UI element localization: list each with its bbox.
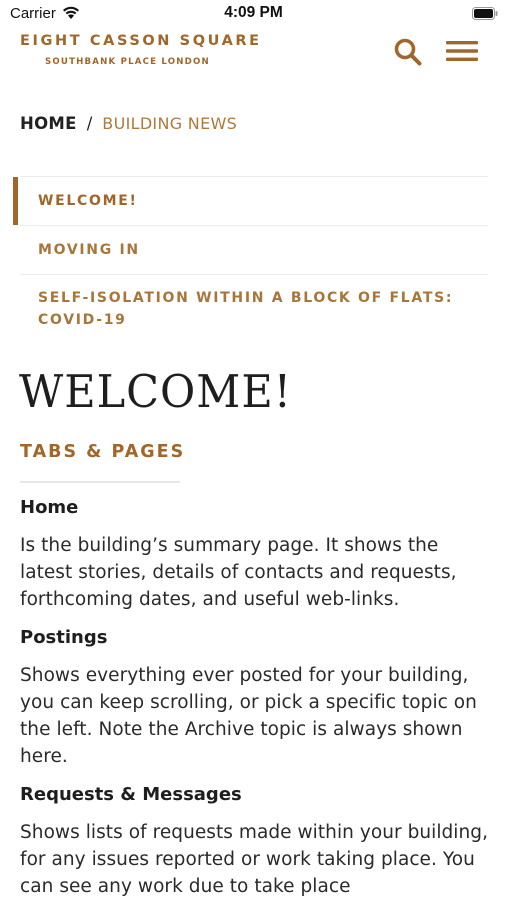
section-divider (20, 481, 180, 483)
topic-nav (20, 176, 488, 346)
page-title: WELCOME! (19, 366, 292, 419)
topic-item-moving-in[interactable]: MOVING IN (20, 226, 488, 275)
topic-item-self-isolation[interactable]: SELF-ISOLATION WITHIN A BLOCK OF FLATS: COVID-19 (38, 290, 454, 328)
clock-time: 4:09 PM (224, 4, 283, 21)
breadcrumb-current: BUILDING NEWS (102, 114, 238, 133)
breadcrumb (20, 114, 237, 133)
section-heading-requests: Requests & Messages (20, 784, 242, 805)
brand-title[interactable]: EIGHT CASSON SQUARE (20, 33, 262, 49)
hamburger-menu-icon[interactable] (446, 40, 478, 62)
topic-item-welcome[interactable]: WELCOME! (20, 177, 488, 226)
section-heading-home: Home (20, 497, 79, 518)
section-body-postings: Shows everything ever posted for your building, you can keep scrolling, or pick a specific topic on the left. Note the Archive topic is always shown here. (20, 665, 477, 767)
section-heading-postings: Postings (20, 627, 108, 648)
section-title: TABS & PAGES (20, 442, 186, 462)
breadcrumb-home-link[interactable]: HOME (20, 114, 77, 133)
battery-icon (472, 7, 498, 20)
brand-subtitle: SOUTHBANK PLACE LONDON (45, 57, 210, 67)
search-icon[interactable] (393, 37, 423, 67)
carrier-label: Carrier (10, 5, 56, 22)
section-body-home: Is the building’s summary page. It shows the latest stories, details of contacts and requests, forthcoming dates, and useful web-links. (20, 535, 457, 610)
breadcrumb-separator: / (86, 114, 93, 133)
article-content (20, 496, 490, 913)
status-bar (0, 0, 507, 28)
section-body-requests: Shows lists of requests made within your building, for any issues reported or work taking place. You can see any work due to take place (20, 822, 488, 897)
